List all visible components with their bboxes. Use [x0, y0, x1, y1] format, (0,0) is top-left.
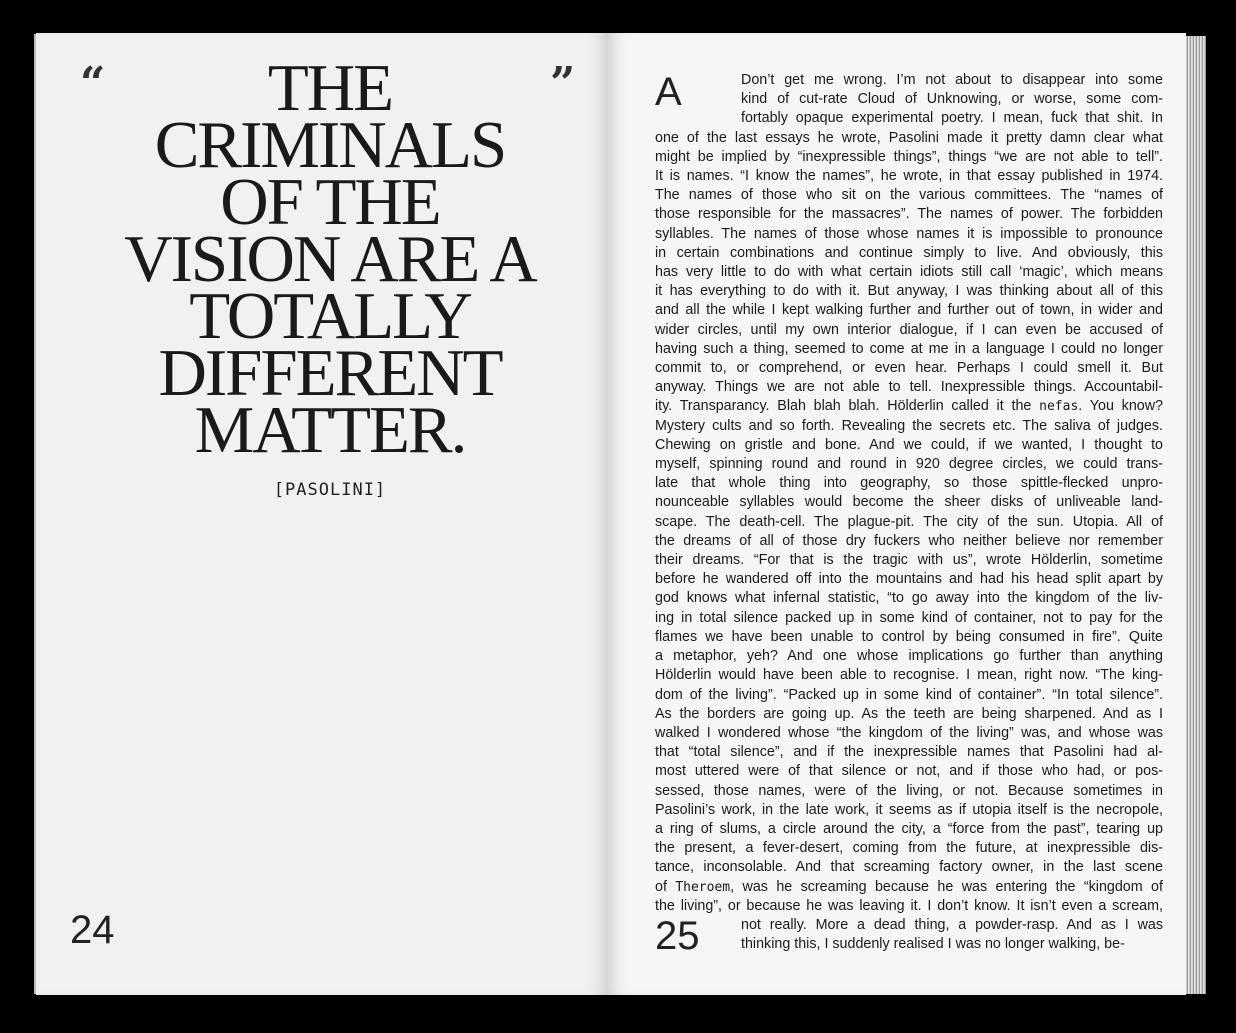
body-line: ity. Transparancy. Blah blah blah. Hölderlin called it the nefas. You know?	[655, 398, 1163, 415]
body-line: thinking this, I suddenly realised I was no longer walking, be-	[741, 936, 1125, 953]
opening-quote-mark: “	[80, 58, 106, 109]
body-line: the dreams of all of those dry fuckers who neither believe nor remember	[655, 532, 1163, 549]
body-line: god knows what infernal statistic, “to go away into the kingdom of the liv-	[655, 590, 1163, 607]
body-line: Chewing on gristle and bone. And we could, if we wanted, I thought to	[655, 436, 1163, 453]
headline-line: MATTER.	[194, 393, 466, 467]
body-line: As the borders are going up. As the teeth are being sharpened. And as I	[655, 705, 1163, 722]
body-line: might be implied by “inexpressible things”, things “we are not able to tell”.	[655, 148, 1163, 165]
body-line: one of the last essays he wrote, Pasolini made it pretty damn clear what	[655, 129, 1163, 146]
page-edges-stack	[1186, 36, 1206, 994]
body-line: Mystery cults and so forth. Revealing the secrets etc. The saliva of judges.	[655, 417, 1163, 434]
body-line: a metaphor, yeh? And one whose implications go further than anything	[655, 648, 1163, 665]
body-line: their dreams. “For that is the tragic with us”, wrote Hölderlin, sometime	[655, 552, 1163, 569]
body-line: sessed, those names, were of the living, or not. Because sometimes in	[655, 782, 1163, 799]
drop-cap: A	[655, 70, 682, 114]
body-line: Don’t get me wrong. I’m not about to disappear into some	[741, 72, 1163, 88]
body-line: commit to, or comprehend, or even hear. Perhaps I could smell it. But	[655, 360, 1163, 377]
body-line: kind of cut-rate Cloud of Unknowing, or worse, some com-	[741, 91, 1163, 108]
body-line: wider circles, until my own interior dialogue, if I can even be accused of	[655, 321, 1163, 338]
body-line: has very little to do with what certain idiots still call ‘magic’, which means	[655, 264, 1163, 281]
body-line: and all the while I kept walking further and further out of town, in wider and	[655, 302, 1163, 319]
body-line: Hölderlin would have been able to recognise. I mean, right now. “The king-	[655, 667, 1163, 684]
body-line: tance, inconsolable. And that screaming factory owner, in the last scene	[655, 859, 1163, 876]
body-line: scape. The death-cell. The plague-pit. The city of the sun. Utopia. All of	[655, 513, 1163, 530]
body-line: nounceable syllables would become the sheer disks of unliveable land-	[655, 494, 1163, 511]
body-line: those responsible for the massacres”. The names of power. The forbidden	[655, 206, 1163, 223]
headline-line: TOTALLY	[189, 279, 471, 353]
body-line: Pasolini’s work, in the late work, it seems as if utopia itself is the necropole,	[655, 801, 1163, 818]
closing-quote-mark: ”	[550, 58, 576, 109]
page-number-left: 24	[70, 908, 115, 952]
body-line: It is names. “I know the names”, he wrote, in that essay published in 1974.	[655, 168, 1163, 185]
headline-line: THE	[267, 51, 393, 125]
body-line: fortably opaque experimental poetry. I mean, fuck that shit. In	[741, 110, 1163, 127]
body-line: late that whole thing into geography, so those spittle-flecked unpro-	[655, 475, 1163, 492]
quote-attribution: [PASOLINI]	[273, 480, 387, 500]
body-line: syllables. The names of those whose names it is impossible to pronounce	[655, 225, 1163, 242]
body-line: in certain combinations and continue simply to live. And obviously, this	[655, 244, 1163, 261]
pull-quote-headline	[70, 51, 590, 467]
body-line: The names of those who sit on the various committees. The “names of	[655, 187, 1163, 204]
body-line: most uttered were of that silence or not, and if those who had, or pos-	[655, 763, 1163, 780]
body-line: ing in total silence packed up in some kind of container, not to pay for the	[655, 609, 1163, 626]
page-number-right: 25	[655, 914, 700, 958]
body-line: the living”, or because he was leaving it. I don’t know. It isn’t even a scream,	[655, 897, 1163, 914]
body-line: flames we have been unable to control by being consumed in fire”. Quite	[655, 628, 1163, 645]
body-text	[655, 71, 1163, 958]
body-line: having such a thing, seemed to come at me in a language I could no longer	[655, 340, 1163, 357]
body-line: before he wandered off into the mountains and had his head split apart by	[655, 571, 1163, 588]
body-line: it has everything to do with it. But anyway, I was thinking about all of this	[655, 283, 1163, 300]
body-line: the present, a fever-desert, coming from the future, at inexpressible dis-	[655, 840, 1163, 857]
headline-line: VISION ARE A	[124, 222, 536, 296]
body-line: walked I wondered whose “the kingdom of the living” was, and whose was	[655, 724, 1163, 741]
body-line: that “total silence”, and if the inexpressible names that Pasolini had al-	[655, 744, 1163, 761]
headline-line: DIFFERENT	[158, 336, 502, 410]
body-line: myself, spinning round and round in 920 degree circles, we could trans-	[655, 456, 1163, 473]
body-line: dom of the living”. “Packed up in some kind of container”. “In total silence”.	[655, 686, 1163, 703]
headline-line: CRIMINALS	[154, 108, 506, 182]
body-line: not really. More a dead thing, a powder-rasp. And as I was	[741, 916, 1163, 933]
body-line: anyway. Things we are not able to tell. Inexpressible things. Accountabil-	[655, 379, 1163, 396]
body-line: of Theroem, was he screaming because he was entering the “kingdom of	[655, 878, 1163, 895]
headline-line: OF THE	[220, 165, 440, 239]
body-line: a ring of slums, a circle around the city, a “force from the past”, tearing up	[655, 820, 1163, 837]
